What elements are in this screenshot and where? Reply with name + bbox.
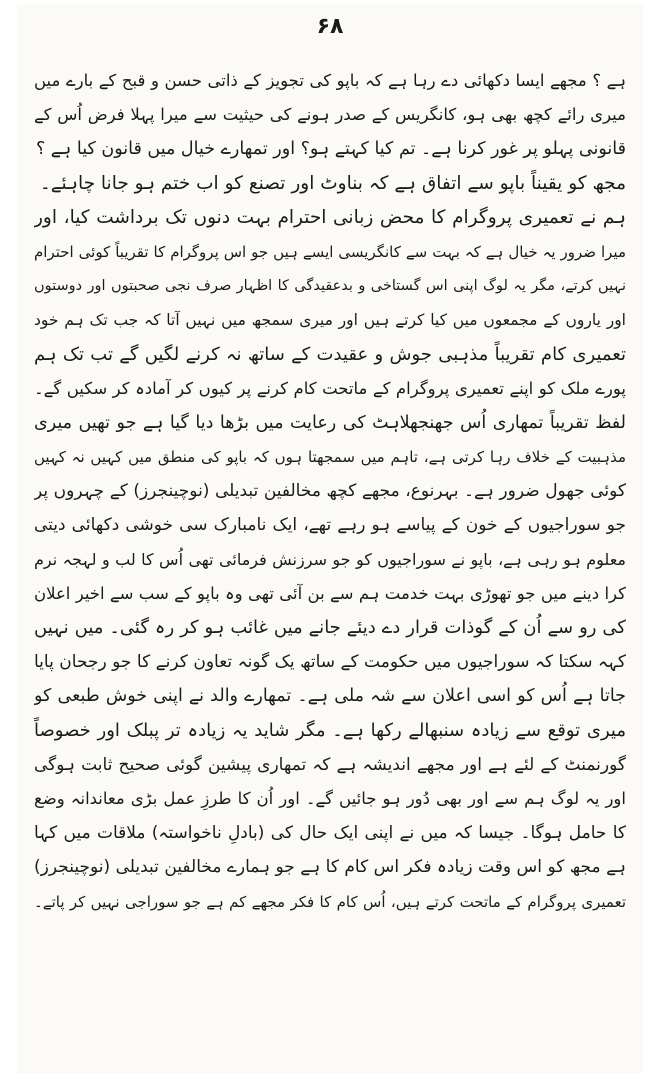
text-line: میری رائے کچھ بھی ہو، کانگریس کے صدر ہونے کی حیثیت سے میرا پہلا فرض اُس کے (34, 105, 626, 125)
text-line: لفظ تقریباً تمھاری اُس جھنجھلاہٹ کی رعایت میں بڑھا دیا گیا ہے جو تھیں میری (34, 412, 626, 433)
page-number: ۶۸ (316, 14, 344, 39)
text-line: میری توقع سے زیادہ سنبھالے رکھا ہے۔ مگر شاید یہ زیادہ تر پبلک اور خصوصاً (34, 719, 626, 741)
text-line: ہم نے تعمیری پروگرام کا محض زبانی احترام بہت دنوں تک برداشت کیا، اور (34, 206, 626, 228)
text-line: گورنمنٹ کے لئے ہے اور مجھے اندیشہ ہے کہ تمھاری پیشین گوئی صحیح ثابت ہوگی (34, 754, 626, 775)
text-line: پورے ملک کو اپنے تعمیری پروگرام کے ماتحت کام کرنے پر کیوں کر آمادہ کر سکیں گے۔ (34, 378, 626, 398)
text-line: کہہ سکتا کہ سوراجیوں میں حکومت کے ساتھ یک گونہ تعاون کرنے کا جو رجحان پایا (34, 652, 626, 673)
text-line: مذہبیت کے خلاف رہا کرتی ہے، تاہم میں سمجھتا ہوں کہ باپو کی منطق میں کہیں نہ کہیں (34, 448, 626, 467)
text-line: تعمیری کام تقریباً مذہبی جوش و عقیدت کے ساتھ نہ کرنے لگیں گے تب تک ہم (34, 343, 626, 365)
body-text (34, 64, 626, 919)
text-line: کی رو سے اُن کے گوذات قرار دے دیئے جانے میں غائب ہو کر رہ گئی۔ میں نہیں (34, 617, 626, 638)
text-line: ہے ؟ مجھے ایسا دکھائی دے رہا ہے کہ باپو کی تجویز کے ذاتی حسن و قبح کے بارے میں (34, 71, 626, 90)
text-line: قانونی پہلو پر غور کرنا ہے۔ تم کیا کہتے ہو؟ اور تمھارے خیال میں قانون کیا ہے ؟ (35, 139, 626, 160)
text-line: کرا دینے میں جو تھوڑی بہت خدمت ہم سے بن آئی تھی وہ باپو کے سب سے اخیر اعلان (34, 583, 626, 603)
text-line: مجھ کو یقیناً باپو سے اتفاق ہے کہ بناوٹ اور تصنع کو اب ختم ہو جانا چاہئے۔ (39, 172, 626, 194)
text-line: کوئی جھول ضرور ہے۔ بہرنوع، مجھے کچھ مخالفین تبدیلی (نوچینجرز) کے چہروں پر (34, 481, 626, 502)
text-line: جو سوراجیوں کے خون کے پیاسے ہو رہے تھے، ایک نامبارک سی خوشی دکھائی دیتی (34, 515, 626, 536)
text-line: کا حامل ہوگا۔ جیسا کہ میں نے اپنی ایک حال کی (بادلِ ناخواستہ) ملاقات میں کہا (34, 823, 626, 844)
text-line: نہیں کرتے، مگر یہ لوگ اپنی اس گستاخی و بدعقیدگی کا اظہار صرف نجی صحبتوں اور دوستوں (34, 278, 626, 295)
text-line: میرا ضرور یہ خیال ہے کہ بہت سے کانگریسی ایسے ہیں جو اس پروگرام کا تقریباً کوئی احترام (34, 242, 626, 261)
text-line: اور یاروں کے مجمعوں میں کیا کرتے ہیں اور میری سمجھ میں نہیں آتا کہ جب تک ہم خود (34, 311, 626, 330)
document-page (18, 6, 642, 1072)
text-line: اور یہ لوگ ہم سے اور بھی دُور ہو جائیں گے۔ اور اُن کا طرزِ عمل بڑی معاندانہ وضع (34, 788, 626, 808)
text-line: تعمیری پروگرام کے ماتحت کرتے ہیں، اُس کام کا فکر مجھے کم ہے جو سوراجی نہیں کر پاتے۔ (34, 892, 626, 911)
text-line: ہے مجھ کو اس وقت زیادہ فکر اس کام کا ہے جو ہمارے مخالفین تبدیلی (نوچینجرز) (34, 857, 626, 878)
text-line: معلوم ہو رہی ہے، باپو نے سوراجیوں کو جو سرزنش فرمائی تھی اُس کا لب و لہجہ نرم (34, 549, 626, 569)
text-line: جاتا ہے اُس کو اسی اعلان سے شہ ملی ہے۔ تمھارے والد نے اپنی خوش طبعی کو (34, 686, 626, 707)
